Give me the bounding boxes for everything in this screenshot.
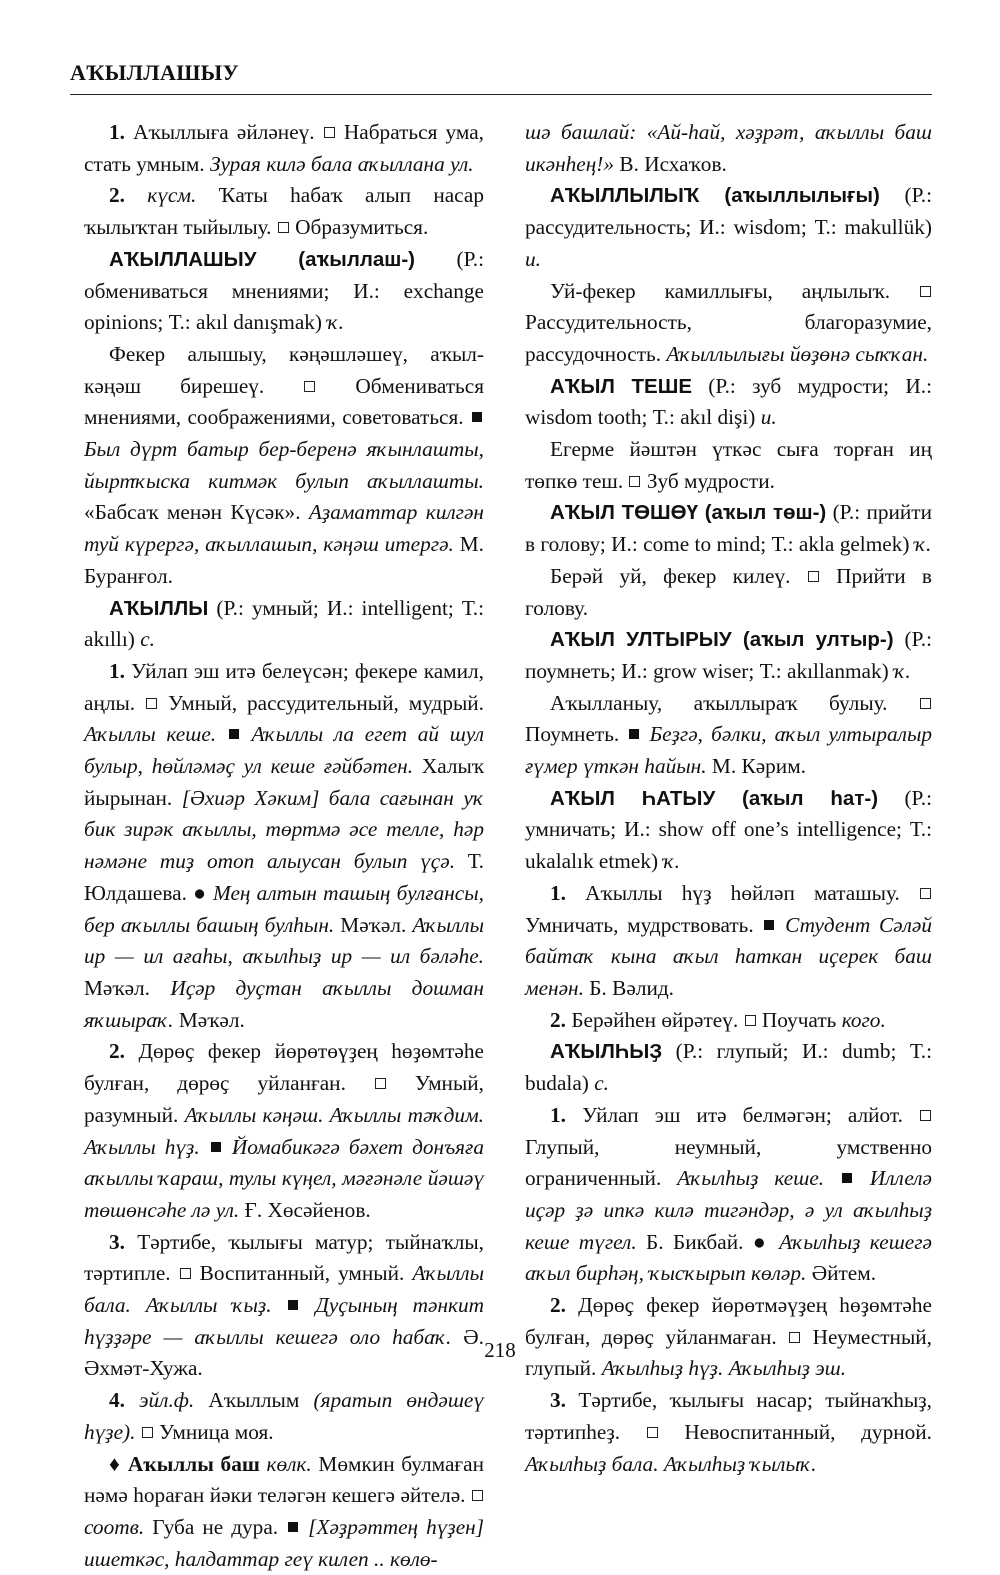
source-text: Мәҡәл. xyxy=(340,912,407,937)
square-marker-icon xyxy=(472,412,482,422)
running-head: АҠЫЛЛАШЫУ xyxy=(70,60,239,85)
sense-paragraph xyxy=(525,561,932,624)
square-marker-icon xyxy=(288,1300,298,1310)
example-text: Аҡыллы бала. Аҡыллы ҡыҙ. xyxy=(84,1261,484,1318)
sense-paragraph xyxy=(525,688,932,783)
box-marker-icon xyxy=(472,1490,483,1501)
entry-head-paragraph xyxy=(525,1036,932,1099)
sense-paragraph xyxy=(525,1385,932,1480)
translation-text: Поумнеть. xyxy=(525,722,620,747)
square-marker-icon xyxy=(288,1522,298,1532)
translation-text: Прийти в голову. xyxy=(525,563,932,620)
source-text: «Бабсаҡ менән Күсәк». xyxy=(84,500,301,525)
example-text: Аҡыллылығы йөҙөнә сыҡҡан. xyxy=(666,341,929,366)
box-marker-icon xyxy=(142,1427,153,1438)
box-marker-icon xyxy=(920,1110,931,1121)
sense-number: 1. xyxy=(109,120,125,144)
source-text: Б. Вәлид. xyxy=(589,975,675,1000)
headword: АҠЫЛЛЫ xyxy=(109,596,209,620)
translation-text: Умный, разумный. xyxy=(84,1071,484,1127)
box-marker-icon xyxy=(180,1268,191,1279)
definition-text: Тәртибе, ҡылығы насар; тыйнаҡһыҙ, тәртипһеҙ. xyxy=(525,1388,932,1444)
example-text: Аҙаматтар килгән туй күрергә, аҡыллашып, кәңәш итергә. xyxy=(84,500,484,557)
equivalents: (Р.: прийти в голову; И.: come to mind; Т.: akla gelmek) xyxy=(525,500,932,557)
definition-text: Тәртибе, ҡылығы матур; тыйнаҡлы, тәртипле. xyxy=(84,1229,485,1286)
square-marker-icon xyxy=(842,1173,852,1183)
source-text: Т. Юлдашева. xyxy=(84,849,484,905)
box-marker-icon xyxy=(324,127,335,138)
definition-text: Дөрөҫ фекер йөрөтөүҙең һөҙөмтәһе булған, дөрөҫ уйланған. xyxy=(84,1039,484,1096)
square-marker-icon xyxy=(229,729,239,739)
sense-number: 3. xyxy=(109,1229,125,1254)
sense-number: 1. xyxy=(109,658,125,683)
headword: АҠЫЛ ТӨШӨҮ (аҡыл төш-) xyxy=(550,501,827,525)
box-marker-icon xyxy=(146,698,157,709)
sense-paragraph xyxy=(84,656,484,1036)
sense-paragraph xyxy=(525,1100,932,1290)
source-text: М. Буранғол. xyxy=(84,532,484,588)
translation-text: Обмениваться мнениями, соображениями, советоваться. xyxy=(84,373,485,430)
definition-text: Берәйһен өйрәтеү. xyxy=(571,1007,739,1032)
part-of-speech: ҡ. xyxy=(663,849,680,874)
translation-text: Умница моя. xyxy=(159,1419,274,1444)
usage-label: көлк. xyxy=(266,1451,312,1476)
bullet-icon: ● xyxy=(193,880,207,905)
bullet-icon: ● xyxy=(752,1229,770,1254)
sense-number: 2. xyxy=(550,1007,566,1032)
definition-text: Уйлап эш итә белмәгән; алйот. xyxy=(582,1102,903,1127)
box-marker-icon xyxy=(375,1078,386,1089)
translation-text: Губа не дура. xyxy=(152,1514,279,1539)
translation-text: Невоспитанный, дурной. xyxy=(684,1419,932,1444)
headword: АҠЫЛ ТЕШЕ xyxy=(550,374,692,398)
sense-paragraph xyxy=(525,878,932,1005)
example-text: Аҡылһыҙ бала. Аҡылһыҙ ҡылыҡ. xyxy=(525,1451,817,1476)
example-text: Был дүрт батыр бер-беренә яҡынлашты, йыртҡыска китмәк булып аҡыллашты. xyxy=(84,437,484,493)
equivalents: (Р.: умничать; И.: show off one’s intelligence; Т.: ukalalık etmek) xyxy=(525,785,932,874)
sense-number: 3. xyxy=(550,1388,566,1413)
box-marker-icon xyxy=(920,698,931,709)
sense-number: 1. xyxy=(550,880,566,905)
source-text: Ғ. Хөсәйенов. xyxy=(244,1197,371,1222)
example-text: Аҡыллы ла егет ай шул булыр, һөйләмәҫ ул кеше ғәйбәтен. xyxy=(84,722,484,779)
example-text: Мең алтын ташың булғансы, бер аҡыллы башың булһын. xyxy=(84,880,484,937)
part-of-speech: ҡ. xyxy=(894,658,911,683)
phrase-headword: Аҡыллы баш xyxy=(127,1451,260,1476)
square-marker-icon xyxy=(211,1142,221,1152)
square-marker-icon xyxy=(629,729,639,739)
part-of-speech: и. xyxy=(525,246,541,271)
definition-text: Мөмкин булмаған нәмә һораған йәки теләгән кешегә әйтелә. xyxy=(84,1451,485,1508)
entry-head-paragraph xyxy=(84,593,484,656)
definition-text: Аҡыллыға әйләнеү. xyxy=(133,120,315,144)
phrase-paragraph xyxy=(84,1449,484,1575)
entry-head-paragraph xyxy=(525,624,932,687)
right-column xyxy=(525,117,932,1480)
headword: АҠЫЛЛЫЛЫҠ (аҡыллылығы) xyxy=(550,184,880,208)
box-marker-icon xyxy=(647,1427,658,1438)
equivalents: (Р.: зуб мудрости; И.: wisdom tooth; Т.: akıl dişi) xyxy=(525,373,932,430)
definition-text: Аҡыллы һүҙ һөйләп маташыу. xyxy=(585,880,900,905)
equivalents: (Р.: рассудительность; И.: wisdom; Т.: makullük) xyxy=(525,183,932,240)
source-text: Ә. Әхмәт-Хужа. xyxy=(84,1324,484,1381)
example-text: Иллелә иҫәр ҙә ипкә килә тигәндәр, ә ул аҡылһыҙ кеше түгел. xyxy=(525,1166,932,1254)
example-text: Студент Сәләй байтаҡ кына аҡыл һаткан иҫерек баш менән. xyxy=(525,912,933,1000)
box-marker-icon xyxy=(745,1015,756,1026)
sense-number: 2. xyxy=(109,183,125,208)
equivalents: (Р.: обмениваться мнениями; И.: exchange opinions; Т.: akıl danışmak) xyxy=(84,246,484,335)
example-text: кого. xyxy=(841,1007,886,1032)
example-text: Аҡыллы кеше. xyxy=(84,722,217,747)
example-text: Зурая килә бала аҡыллана ул. xyxy=(209,151,474,176)
entry-head-paragraph xyxy=(525,371,932,434)
example-text: [Әхиәр Хәким] бала сағынан уҡ бик зирәк аҡыллы, төртмә әсе телле, һәр нәмәне тиҙ отоп алыусан булып үҫә. xyxy=(84,785,484,874)
definition-text: Аҡылланыу, аҡыллыраҡ булыу. xyxy=(550,690,888,715)
headword: АҠЫЛ ҺАТЫУ (аҡыл һат-) xyxy=(550,786,879,810)
part-of-speech: с. xyxy=(140,627,155,652)
example-text: Иҫәр дуҫтан аҡыллы дошман яҡшыраҡ. xyxy=(84,975,484,1032)
source-text: Б. Бикбай. xyxy=(646,1229,744,1254)
page-number: 218 xyxy=(484,1338,516,1362)
translation-text: Рассудительность, благоразумие, рассудочность. xyxy=(525,310,932,366)
definition-text: Егерме йәштән үткәс сыға торған иң төпкө теш. xyxy=(525,437,932,493)
source-text: В. Исхаҡов. xyxy=(619,151,727,176)
sense-number: 1. xyxy=(550,1102,566,1127)
source-text: Әйтем. xyxy=(811,1261,877,1286)
example-text: Аҡыллы кәңәш. Аҡыллы тәҡдим. Аҡыллы һүҙ. xyxy=(84,1102,484,1159)
definition-text: Берәй уй, фекер килеү. xyxy=(550,563,791,588)
equivalents: (Р.: умный; И.: intelligent; Т.: akıllı) xyxy=(84,595,485,652)
sense-paragraph xyxy=(84,339,484,593)
equivalents: (Р.: глупый; И.: dumb; Т.: budala) xyxy=(525,1039,932,1096)
translation-text: Образумиться. xyxy=(295,215,429,240)
translation-text: Набраться ума, стать умным. xyxy=(84,120,484,176)
part-of-speech: ҡ. xyxy=(327,310,344,335)
sense-paragraph xyxy=(84,1036,484,1226)
definition-text: Ҡаты һабаҡ алып насар ҡылыҡтан тыйылыу. xyxy=(84,183,484,240)
box-marker-icon xyxy=(629,476,640,487)
sense-paragraph xyxy=(525,276,932,371)
sense-number: 2. xyxy=(109,1039,125,1064)
definition-text: Уйлап эш итә белеүсән; фекере камил, аңлы. xyxy=(84,658,484,715)
box-marker-icon xyxy=(304,381,315,392)
usage-label: эйл.ф. xyxy=(139,1388,195,1413)
sense-paragraph xyxy=(84,180,484,243)
usage-label: күсм. xyxy=(147,183,197,208)
headword: АҠЫЛЛАШЫУ (аҡыллаш-) xyxy=(109,247,416,271)
diamond-icon: ♦ xyxy=(109,1451,122,1476)
example-text: Беҙгә, бәлки, аҡыл ултыралыр ғүмер үткән һайын. xyxy=(525,722,933,779)
example-text: Аҡыллы ир — ил ағаһы, аҡылһыҙ ир — ил бәләһе. xyxy=(84,912,484,969)
source-text: Мәҡәл. xyxy=(84,975,151,1000)
headword: АҠЫЛ УЛТЫРЫУ (аҡыл ултыр-) xyxy=(550,628,894,652)
definition-text: Аҡыллым xyxy=(208,1388,300,1413)
definition-text: Уй-фекер камиллығы, аңлылыҡ. xyxy=(550,278,891,303)
sense-number: 4. xyxy=(109,1388,125,1413)
translation-text: Поучать xyxy=(761,1007,837,1032)
part-of-speech: с. xyxy=(594,1071,609,1096)
example-text: Аҡылһыҙ һүҙ. Аҡылһыҙ эш. xyxy=(601,1356,847,1381)
translation-text: Умный, рассудительный, мудрый. xyxy=(167,690,484,715)
translation-text: Зуб мудрости. xyxy=(646,468,775,493)
entry-head-paragraph xyxy=(84,244,484,339)
example-text: [Хәҙрәттең һүҙен] ишеткәс, һалдаттар геү килеп .. көлө- xyxy=(84,1514,485,1571)
sense-paragraph xyxy=(525,434,932,497)
header-rule xyxy=(70,94,932,95)
translation-text: Воспитанный, умный. xyxy=(199,1261,405,1286)
source-text: М. Кәрим. xyxy=(711,754,806,779)
entry-head-paragraph xyxy=(525,497,932,560)
headword: АҠЫЛҺЫҘ xyxy=(550,1040,663,1064)
usage-label: соотв. xyxy=(84,1514,145,1539)
sense-number: 2. xyxy=(550,1293,566,1318)
box-marker-icon xyxy=(278,222,289,233)
translation-text: Глупый, неумный, умственно ограниченный. xyxy=(525,1134,932,1191)
sense-paragraph xyxy=(525,1005,932,1037)
source-text: Мәҡәл. xyxy=(178,1007,245,1032)
entry-head-paragraph xyxy=(525,180,932,275)
definition-text: Фекер алышыу, кәңәшләшеү, аҡыл-кәңәш бирешеү. xyxy=(84,341,484,398)
part-of-speech: ҡ. xyxy=(914,532,932,557)
source-text: Халыҡ йырынан. xyxy=(84,754,484,810)
example-text: Аҡылһыҙ кешегә аҡыл бирһәң, ҡысҡырып көләр. xyxy=(525,1229,932,1286)
box-marker-icon xyxy=(920,286,931,297)
sense-paragraph xyxy=(84,1385,484,1448)
square-marker-icon xyxy=(764,920,774,930)
translation-text: Умничать, мудрствовать. xyxy=(525,912,754,937)
continuation-paragraph xyxy=(525,117,932,180)
translation-text: Неуместный, глупый. xyxy=(525,1324,932,1381)
box-marker-icon xyxy=(920,888,931,899)
example-text: Аҡылһыҙ кеше. xyxy=(677,1166,825,1191)
example-text: Йомабикәгә бәхет донъяға аҡыллы ҡараш, тулы күңел, мәғәнәле йәшәү төшөнсәһе лә ул. xyxy=(84,1134,484,1222)
example-text: (яратып өндәшеү һүҙе). xyxy=(84,1388,485,1444)
example-text: Дуҫының тәнкит һүҙҙәре — аҡыллы кешегә оло һабаҡ. xyxy=(84,1293,484,1349)
equivalents: (Р.: поумнеть; И.: grow wiser; Т.: akıllanmak) xyxy=(525,627,932,683)
sense-paragraph xyxy=(84,117,484,180)
definition-text: Дөрөҫ фекер йөрөтмәүҙең һөҙөмтәһе булған, дөрөҫ уйланмаған. xyxy=(525,1293,932,1349)
entry-head-paragraph xyxy=(525,783,932,878)
box-marker-icon xyxy=(808,571,819,582)
part-of-speech: и. xyxy=(760,405,777,430)
example-text: шә башлай: «Ай-һай, хәҙрәт, аҡыллы баш икәнһең!» xyxy=(525,120,932,176)
